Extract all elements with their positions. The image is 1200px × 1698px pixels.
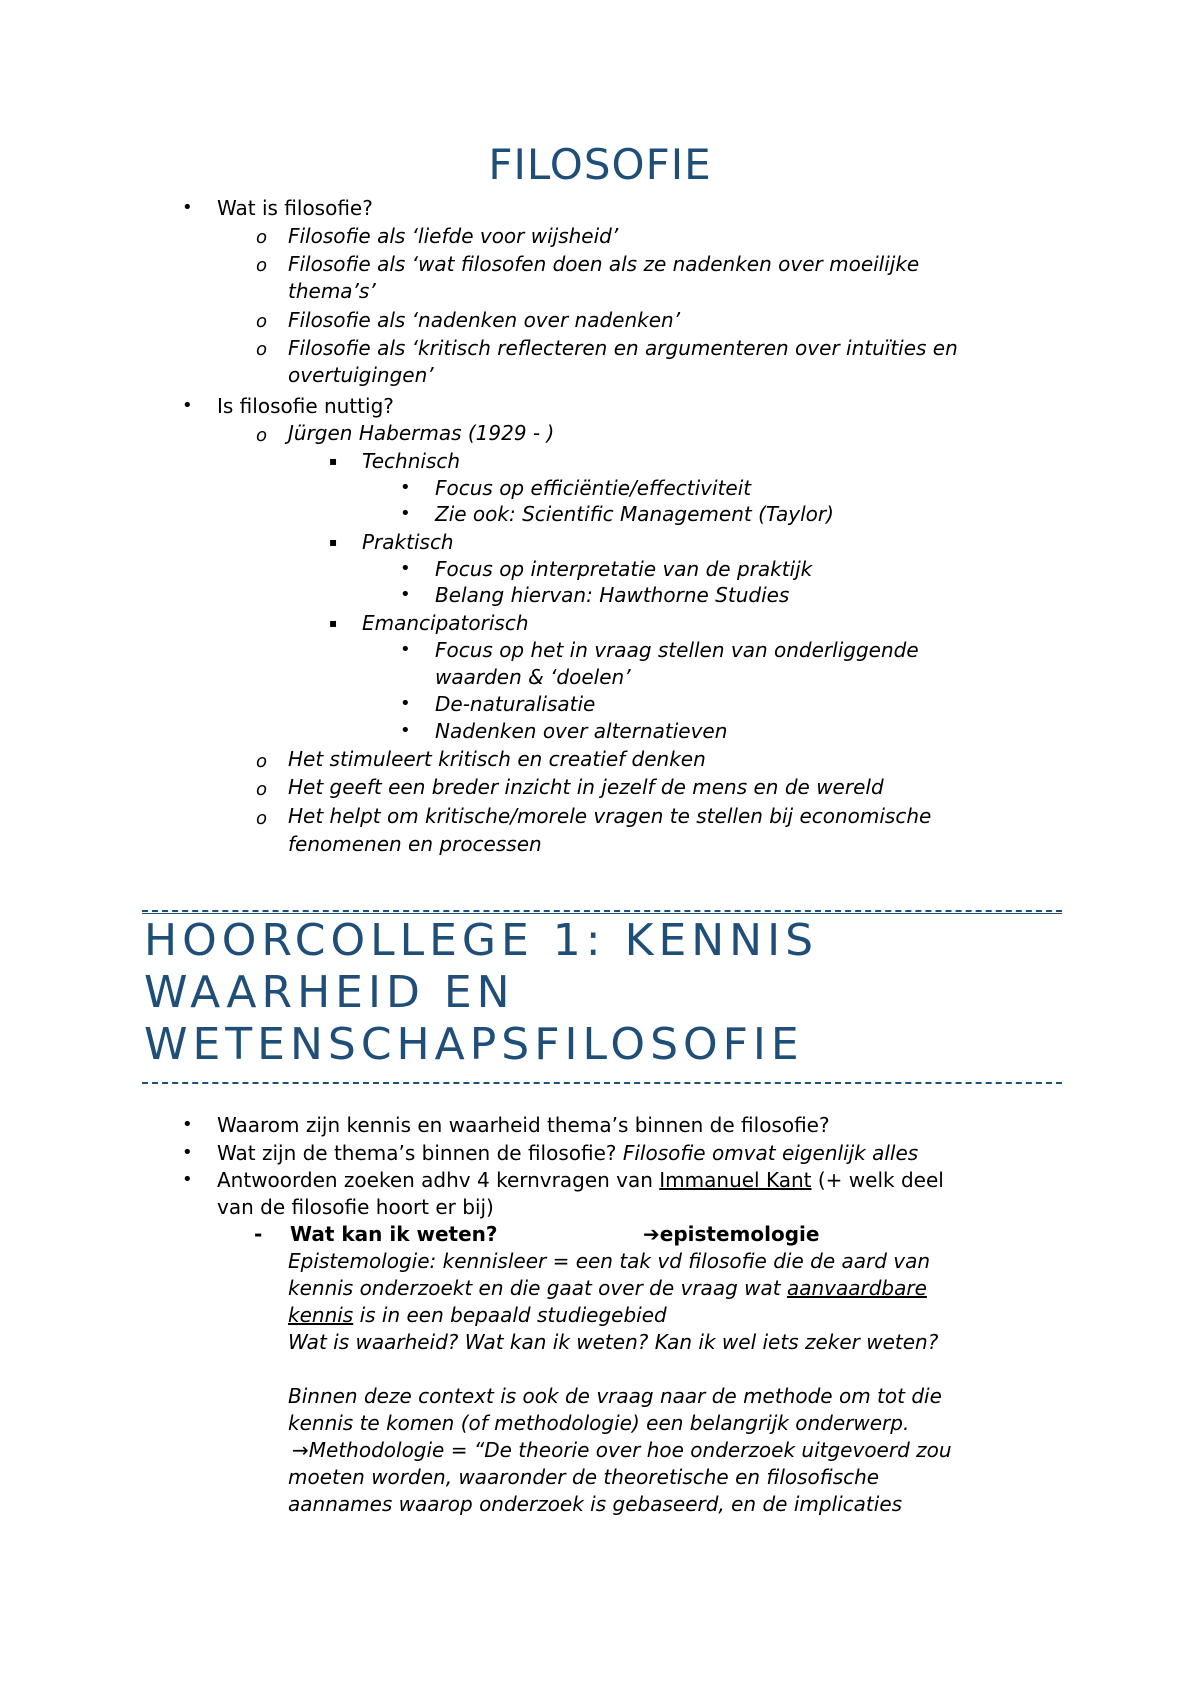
list-item: Is filosofie nuttig? bbox=[217, 394, 394, 418]
paragraph-line: Epistemologie: kennisleer = een tak vd filosofie die de aard van bbox=[288, 1249, 931, 1273]
bullet-icon: • bbox=[182, 1142, 193, 1163]
list-item: Nadenken over alternatieven bbox=[435, 719, 728, 743]
heading-bottom-rule bbox=[142, 1082, 1062, 1084]
square-bullet-icon: ▪ bbox=[329, 454, 338, 468]
list-item: Jürgen Habermas (1929 - ) bbox=[288, 421, 555, 445]
circle-bullet-icon: o bbox=[256, 425, 268, 446]
list-item: Praktisch bbox=[362, 530, 454, 554]
bullet-icon: • bbox=[400, 693, 411, 714]
kant-link: Immanuel Kant bbox=[659, 1168, 812, 1192]
heading-top-rule bbox=[142, 910, 1062, 912]
list-item: Wat is filosofie? bbox=[217, 196, 373, 220]
kant-question: Wat kan ik weten? bbox=[290, 1222, 498, 1246]
circle-bullet-icon: o bbox=[256, 339, 268, 360]
list-item: Filosofie als ‘liefde voor wijsheid’ bbox=[288, 224, 619, 248]
paragraph-line: aannames waarop onderzoek is gebaseerd, en de implicaties bbox=[288, 1492, 903, 1516]
list-item-continuation: van de filosofie hoort er bij) bbox=[217, 1195, 494, 1219]
list-item-continuation: overtuigingen’ bbox=[288, 363, 434, 387]
page-title: FILOSOFIE bbox=[488, 140, 712, 189]
bullet-icon: • bbox=[182, 1169, 193, 1190]
circle-bullet-icon: o bbox=[256, 808, 268, 829]
paragraph-line bbox=[288, 1275, 927, 1302]
list-item: De-naturalisatie bbox=[435, 692, 596, 716]
list-item: Filosofie als ‘wat filosofen doen als ze nadenken over moeilijke bbox=[288, 252, 920, 276]
section-heading-line-3: WETENSCHAPSFILOSOFIE bbox=[144, 1019, 804, 1070]
list-item bbox=[217, 1140, 918, 1167]
paragraph-text: kennis onderzoekt en die gaat over de vraag wat bbox=[288, 1276, 787, 1300]
list-item: Focus op interpretatie van de praktijk bbox=[435, 557, 813, 581]
list-item: Belang hiervan: Hawthorne Studies bbox=[435, 583, 790, 607]
bullet-icon: • bbox=[400, 639, 411, 660]
square-bullet-icon: ▪ bbox=[329, 535, 338, 549]
kant-answer bbox=[643, 1221, 819, 1248]
paragraph-line: Wat is waarheid? Wat kan ik weten? Kan ik wel iets zeker weten? bbox=[288, 1330, 939, 1354]
list-item-continuation: waarden & ‘doelen’ bbox=[435, 665, 631, 689]
paragraph-line: Binnen deze context is ook de vraag naar de methode om tot die bbox=[288, 1384, 942, 1408]
answer-text: epistemologie bbox=[659, 1222, 820, 1246]
square-bullet-icon: ▪ bbox=[329, 616, 338, 630]
list-item-continuation: thema’s’ bbox=[288, 279, 376, 303]
arrow-right-icon: → bbox=[292, 1438, 309, 1462]
circle-bullet-icon: o bbox=[256, 751, 268, 772]
list-item: Filosofie als ‘kritisch reflecteren en argumenteren over intuïties en bbox=[288, 336, 958, 360]
bullet-icon: • bbox=[400, 477, 411, 498]
list-item-text: Wat zijn de thema’s binnen de filosofie? bbox=[217, 1141, 623, 1165]
bullet-icon: • bbox=[400, 584, 411, 605]
paragraph-text: Methodologie = “De theorie over hoe onderzoek uitgevoerd zou bbox=[308, 1438, 952, 1462]
paragraph-line: moeten worden, waaronder de theoretische en filosofische bbox=[288, 1465, 880, 1489]
bullet-icon: • bbox=[182, 1114, 193, 1135]
list-item: Focus op efficiëntie/effectiviteit bbox=[435, 476, 752, 500]
list-item bbox=[217, 1167, 944, 1194]
list-item: Focus op het in vraag stellen van onderliggende bbox=[435, 638, 919, 662]
section-heading-line-1: HOORCOLLEGE 1: KENNIS bbox=[144, 915, 818, 966]
list-item: Zie ook: Scientific Management (Taylor) bbox=[435, 502, 834, 526]
dash-bullet: - bbox=[254, 1222, 263, 1246]
list-item: Filosofie als ‘nadenken over nadenken’ bbox=[288, 308, 681, 332]
underlined-term: aanvaardbare bbox=[786, 1276, 927, 1300]
bullet-icon: • bbox=[400, 558, 411, 579]
list-item: Het geeft een breder inzicht in jezelf de mens en de wereld bbox=[288, 775, 884, 799]
list-item: Emancipatorisch bbox=[362, 611, 529, 635]
paragraph-text: is in een bepaald studiegebied bbox=[353, 1303, 667, 1327]
underlined-term: kennis bbox=[288, 1303, 354, 1327]
bullet-icon: • bbox=[400, 503, 411, 524]
paragraph-line bbox=[288, 1302, 667, 1329]
list-item-continuation: fenomenen en processen bbox=[288, 832, 542, 856]
paragraph-line bbox=[292, 1437, 952, 1464]
list-item-text: (+ welk deel bbox=[811, 1168, 944, 1192]
circle-bullet-icon: o bbox=[256, 227, 268, 248]
paragraph-line: kennis te komen (of methodologie) een belangrijk onderwerp. bbox=[288, 1411, 910, 1435]
section-heading-line-2: WAARHEID EN bbox=[144, 967, 515, 1018]
bullet-icon: • bbox=[182, 395, 193, 416]
bullet-icon: • bbox=[182, 197, 193, 218]
circle-bullet-icon: o bbox=[256, 255, 268, 276]
list-item: Het helpt om kritische/morele vragen te stellen bij economische bbox=[288, 804, 932, 828]
bullet-icon: • bbox=[400, 720, 411, 741]
circle-bullet-icon: o bbox=[256, 779, 268, 800]
list-item: Waarom zijn kennis en waarheid thema’s binnen de filosofie? bbox=[217, 1113, 830, 1137]
list-item: Technisch bbox=[362, 449, 461, 473]
circle-bullet-icon: o bbox=[256, 311, 268, 332]
list-item-text: Antwoorden zoeken adhv 4 kernvragen van bbox=[217, 1168, 660, 1192]
arrow-right-icon: ➔ bbox=[643, 1222, 660, 1246]
list-item-emphasis: Filosofie omvat eigenlijk alles bbox=[622, 1141, 919, 1165]
list-item: Het stimuleert kritisch en creatief denken bbox=[288, 747, 706, 771]
